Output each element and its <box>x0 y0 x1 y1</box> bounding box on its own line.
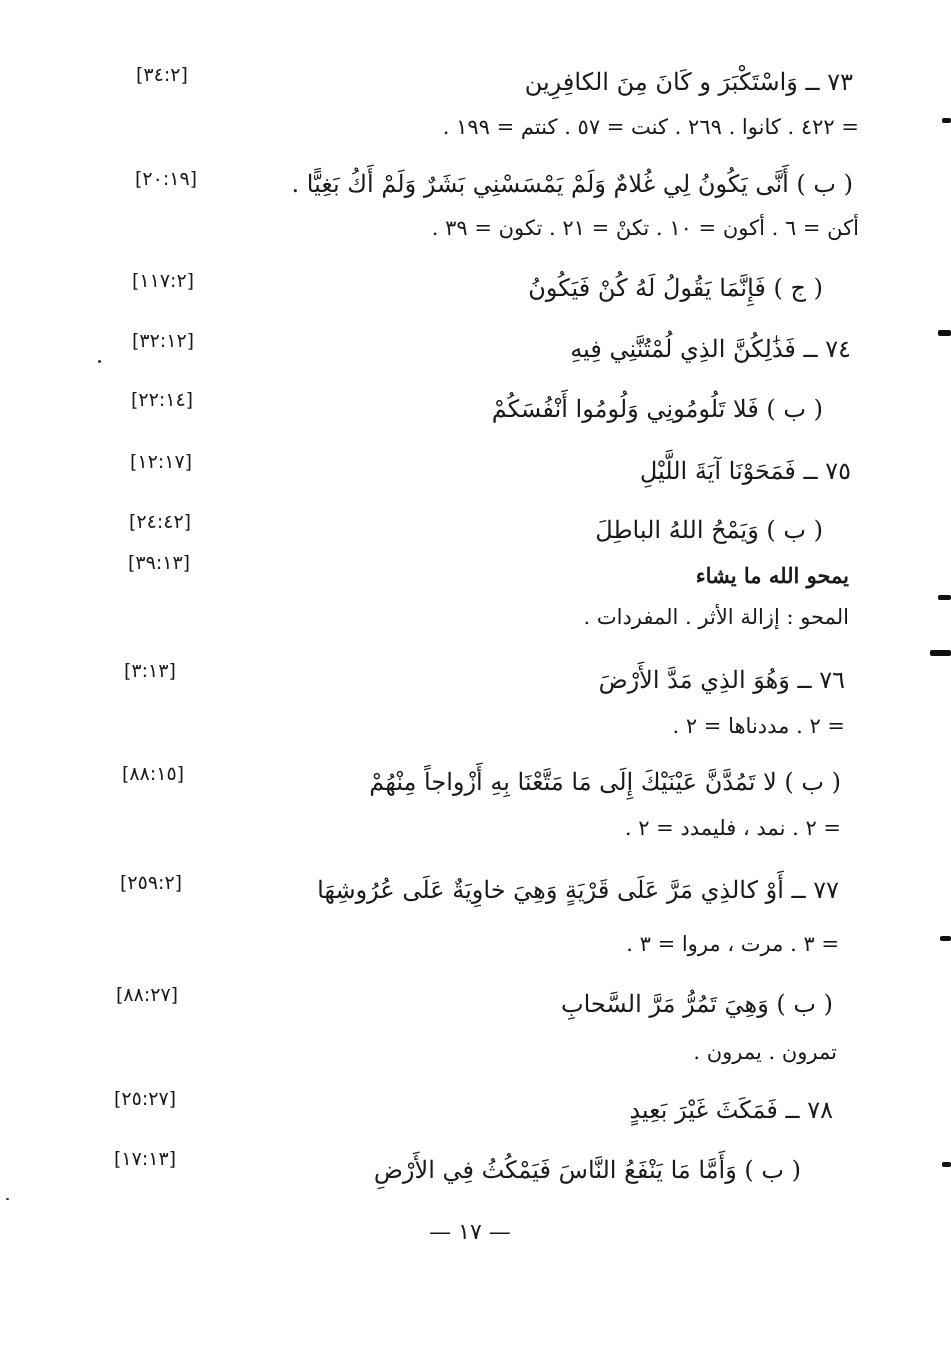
entry-76-counts: = ٢ . مددناها = ٢ . <box>672 714 845 738</box>
entry-75-heading: ٧٥ ــ فَمَحَوْنَا آيَةَ اللَّيْلِ <box>639 457 851 485</box>
entry-73-forms: أكن = ٦ . أكون = ١٠ . تكنْ = ٢١ . تكون = ٣٩ . <box>431 216 859 240</box>
verse-ref: [١٢:١٧] <box>130 451 193 473</box>
verse-ref: [٢٥٩:٢] <box>120 872 183 894</box>
verse-ref: [٢٥:٢٧] <box>114 1088 177 1110</box>
scan-speck <box>98 360 101 363</box>
verse-ref: [١٧:١٣] <box>114 1148 177 1170</box>
entry-75-definition: المحو : إزالة الأثر . المفردات . <box>583 605 849 629</box>
verse-ref: [٣٢:١٢] <box>132 330 195 352</box>
verse-ref: [٣٤:٢] <box>136 64 188 86</box>
verse-ref: [١١٧:٢] <box>132 270 195 292</box>
page-number: — ١٧ — <box>429 1220 511 1245</box>
entry-75-ref-b: ( ب ) وَيَمْحُ اللهُ الباطِلَ <box>595 516 823 544</box>
entry-78-heading: ٧٨ ــ فَمَكَثَ غَيْرَ بَعِيدٍ <box>629 1096 833 1124</box>
entry-73-heading: ٧٣ ــ وَاسْتَكْبَرَ و كَانَ مِنَ الكافِرِين <box>524 68 853 96</box>
scan-mark <box>940 936 951 941</box>
entry-77-ref-b: ( ب ) وَهِيَ تَمُرُّ مَرَّ السَّحابِ <box>560 990 833 1018</box>
entry-77-forms: تمرون . يمرون . <box>693 1040 837 1064</box>
verse-ref: [٣٩:١٣] <box>128 552 191 574</box>
entry-77-heading: ٧٧ ــ أَوْ كالذِي مَرَّ عَلَى قَرْيَةٍ وَهِيَ خاوِيَةٌ عَلَى عُرُوشِهَا <box>317 876 839 904</box>
scan-mark <box>930 650 951 656</box>
entry-76-forms: = ٢ . نمد ، فليمدد = ٢ . <box>624 816 841 840</box>
verse-ref: [٨٨:٢٧] <box>116 984 179 1006</box>
scan-mark <box>942 1162 951 1167</box>
entry-73-ref-b: ( ب ) أَنَّى يَكُونُ لِي غُلامٌ وَلَمْ يَمْسَسْنِي بَشَرٌ وَلَمْ أَكُ بَغِيًّا . <box>291 170 853 198</box>
scan-mark <box>938 330 951 336</box>
verse-ref: [٢٤:٤٢] <box>129 511 192 533</box>
entry-73-counts: = ٤٢٢ . كانوا . ٢٦٩ . كنت = ٥٧ . كنتم = ١٩٩ . <box>442 115 859 139</box>
scan-mark <box>942 118 951 123</box>
scan-mark <box>938 595 951 600</box>
entry-74-ref-b: ( ب ) فَلا تَلُومُونِي وَلُومُوا أَنْفُسَكُمْ <box>491 395 823 423</box>
scan-speck <box>6 1198 9 1200</box>
entry-73-ref-c: ( ج ) فَإِنَّمَا يَقُولُ لَهُ كُنْ فَيَكُونُ <box>528 274 823 302</box>
verse-ref: [٢٠:١٩] <box>135 168 198 190</box>
entry-76-heading: ٧٦ ــ وَهُوَ الذِي مَدَّ الأَرْضَ <box>598 666 845 694</box>
verse-ref: [٨٨:١٥] <box>122 763 185 785</box>
entry-77-counts: = ٣ . مرت ، مروا = ٣ . <box>626 932 839 956</box>
entry-76-ref-b: ( ب ) لا تَمُدَّنَّ عَيْنَيْكَ إِلَى مَا مَتَّعْنَا بِهِ أَزْواجاً مِنْهُمْ <box>369 768 841 796</box>
entry-74-heading: ٧٤ ــ فَذَٰلِكُنَّ الذِي لُمْتُنَّنِي فِيهِ <box>570 335 851 363</box>
entry-78-ref-b: ( ب ) وَأَمَّا مَا يَنْفَعُ النَّاسَ فَيَمْكُثُ فِي الأَرْضِ <box>373 1156 801 1184</box>
verse-ref: [٢٢:١٤] <box>131 389 194 411</box>
entry-75-note: يمحو الله ما يشاء <box>695 563 849 588</box>
verse-ref: [٣:١٣] <box>124 660 176 682</box>
